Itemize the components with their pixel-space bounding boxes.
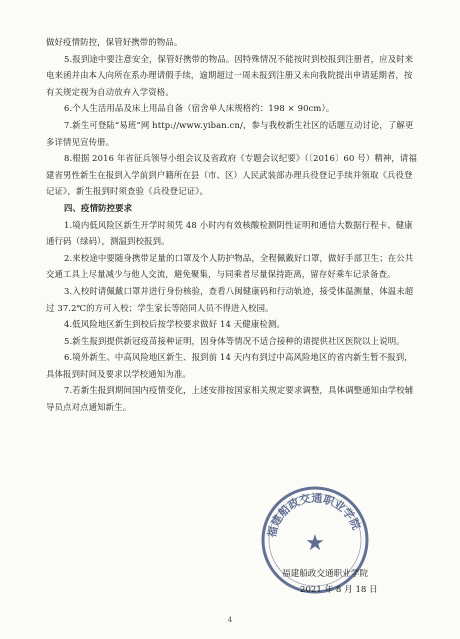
section-heading: 四、疫情防控要求 <box>64 202 133 213</box>
paragraph: 做好疫情防控，保管好携带的物品。 <box>46 37 183 47</box>
paragraph: 8.根据 2016 年省征兵领导小组会议及省政府《专题会议纪要》（〔2016〕60 号）精神，请福建省男性新生在报到入学前到户籍所在县（市、区）人民武装部办理兵役登记手续并领取《兵役登记证》，新生报到时须查验《兵役登记证》。 <box>46 153 417 197</box>
paragraph: 2.来校途中要随身携带足量的口罩及个人防护物品，全程佩戴好口罩，做好手部卫生；在公共交通工具上尽量减少与他人交流，避免聚集，与同乘者尽量保持距离，留存好乘车记录备查。 <box>46 252 414 280</box>
paragraph: 6.个人生活用品及床上用品自备（宿舍单人床规格约：198 × 90cm）。 <box>64 103 335 114</box>
signature-institution: 福建船政交通职业学院 <box>282 569 368 579</box>
signature-date: 2021 年 8 月 18 日 <box>300 585 378 595</box>
seal-ring-text: 福建船政交通职业学院 <box>265 491 363 539</box>
paragraph: 3.入校时请佩戴口罩并进行身份核验，查看八闽健康码和行动轨迹，接受体温测量，体温未超过 37.2℃的方可入校；学生家长等陪同人员不得进入校园。 <box>46 285 414 313</box>
seal-star: ★ <box>305 531 325 556</box>
paragraph: 5.新生报到提供新冠疫苗接种证明，因身体等情况不适合接种的请提供社区医院以上说明。 <box>64 335 405 346</box>
paragraph: 4.低风险地区新生到校后按学校要求做好 14 天健康检测。 <box>64 319 285 330</box>
paragraph: 1.境内低风险区新生开学时须凭 48 小时内有效核酸检测阴性证明和通信大数据行程卡、健康通行码（绿码），测温到校报到。 <box>46 219 413 247</box>
paragraph: 6.境外新生、中高风险地区新生、报到前 14 天内有到过中高风险地区的省内新生暂不报到，具体报到时间及要求以学校通知为准。 <box>46 352 413 379</box>
signature-block <box>282 566 378 598</box>
document-body <box>46 34 418 416</box>
paragraph: 7.新生可登陆“易班”网 http://www.yiban.cn/，参与我校新生社区的话题互动讨论，了解更多详情见宣传册。 <box>46 119 414 147</box>
page-number: 4 <box>227 616 233 624</box>
paragraph: 7.若新生报到期间国内疫情变化，上述安排按国家相关规定要求调整，具体调整通知由学校辅导员点对点通知新生。 <box>46 385 414 413</box>
paragraph: 5.报到途中要注意安全，保管好携带的物品。因特殊情况不能按时到校报到注册者，应及时来电来函并由本人向所在系办理请假手续，逾期超过一周未报到注册又未向我院提出申请延期者，按有关规定视为自动放弃入学资格。 <box>46 53 414 97</box>
